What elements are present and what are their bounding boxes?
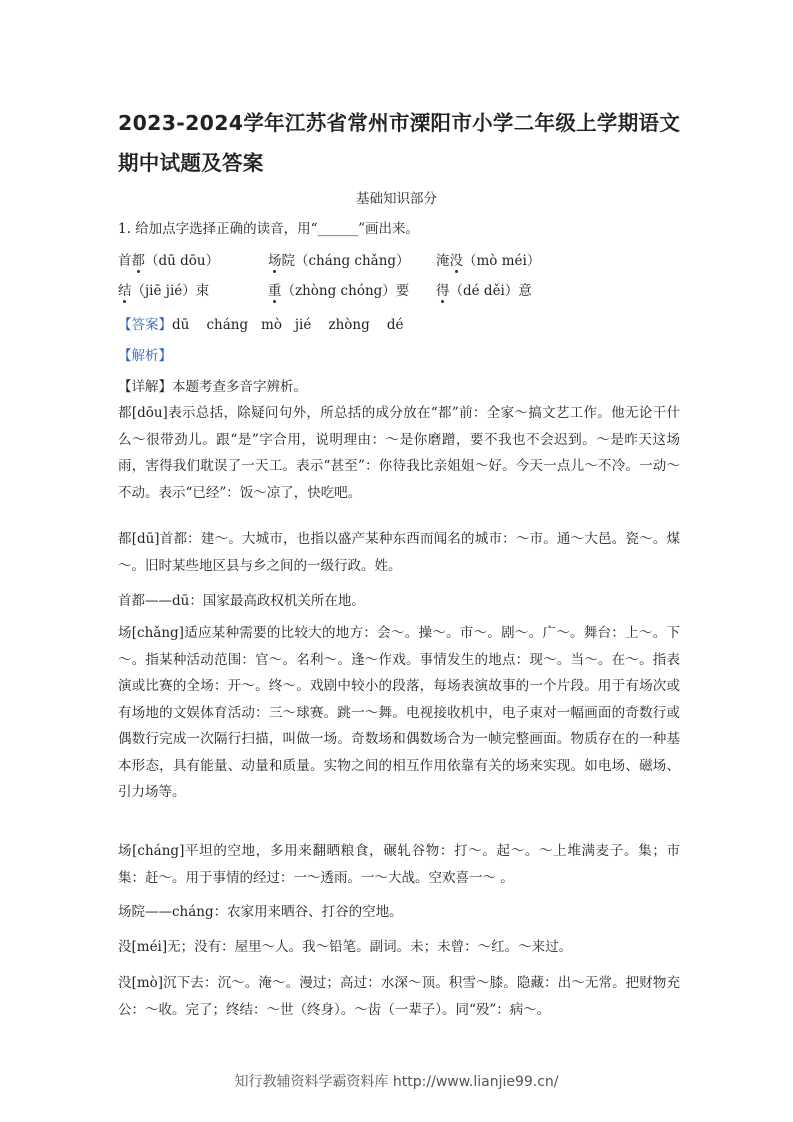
question-1: 1. 给加点字选择正确的读音，用“______”画出来。	[118, 221, 419, 237]
pinyin-row-1	[118, 249, 540, 269]
paragraph-chang2: 场[cháng]平坦的空地，多用来翻晒粮食，碾轧谷物：打～。起～。～上堆满麦子。集；市集：赶～。用于事情的经过：一～透雨。一～大战。空欢喜一～ 。	[118, 843, 680, 886]
document-title: 2023-2024学年江苏省常州市溧阳市小学二年级上学期语文期中试题及答案	[118, 111, 681, 175]
answer-text: dū cháng mò jié zhòng dé	[172, 317, 404, 333]
answer-line	[118, 313, 404, 333]
detail-line: 【详解】本题考查多音字辨析。	[118, 379, 307, 395]
pinyin-item: 场院（cháng chǎng）	[268, 253, 410, 269]
pinyin-item: 重（zhòng chóng）要	[268, 283, 410, 299]
pinyin-item: 淹没（mò méi）	[436, 253, 541, 269]
section-heading: 基础知识部分	[356, 191, 437, 207]
paragraph-shoudu: 首都——dū：国家最高政权机关所在地。	[118, 593, 365, 609]
paragraph-changyuan: 场院——cháng：农家用来晒谷、打谷的空地。	[118, 904, 403, 920]
footer-watermark: 知行教辅资料学霸资料库 http://www.lianjie99.cn/	[234, 1074, 559, 1090]
pinyin-item: 得（dé děi）意	[436, 283, 532, 299]
paragraph-mei: 没[méi]无；没有：屋里～人。我～铅笔。副词。未；未曾：～红。～来过。	[118, 939, 573, 955]
analysis-tag: 【解析】	[118, 348, 172, 364]
pinyin-item: 首都（dū dōu）	[118, 253, 220, 269]
paragraph-dou: 都[dōu]表示总括，除疑问句外，所总括的成分放在“都”前：全家～搞文艺工作。他无论干什么～很带劲儿。跟“是”字合用，说明理由：～是你磨蹭，要不我也不会迟到。～是昨天这场雨，害得我们耽误了一天工。表示“甚至”：你待我比亲姐姐～好。今天一点儿～不冷。一动～不动。表示“已经”：饭～凉了，快吃吧。	[118, 405, 680, 501]
paragraph-chang3: 场[chǎng]适应某种需要的比较大的地方：会～。操～。市～。剧～。广～。舞台：上～。下～。指某种活动范围：官～。名利～。逢～作戏。事情发生的地点：现～。当～。在～。指表演或比赛的全场：开～。终～。戏剧中较小的段落，每场表演故事的一个片段。用于有场次或有场地的文娱体育活动：三～球赛。跳一～舞。电视接收机中，电子束对一幅画面的奇数行或偶数行完成一次隔行扫描，叫做一场。奇数场和偶数场合为一帧完整画面。物质存在的一种基本形态，具有能量、动量和质量。实物之间的相互作用依靠有关的场来实现。如电场、磁场、引力场等。	[118, 625, 680, 800]
answer-tag: 【答案】	[118, 317, 172, 333]
pinyin-row-2	[118, 279, 532, 299]
pinyin-item: 结（jiē jié）束	[118, 283, 210, 299]
paragraph-du: 都[dū]首都：建～。大城市，也指以盛产某种东西而闻名的城市：～市。通～大邑。瓷～。煤～。旧时某些地区县与乡之间的一级行政。姓。	[118, 531, 680, 574]
paragraph-mo: 没[mò]沉下去：沉～。淹～。漫过；高过：水深～顶。积雪～膝。隐藏：出～无常。把财物充公：～收。完了；终结：～世（终身）。～齿（一辈子）。同“殁”：病～。	[118, 975, 680, 1018]
